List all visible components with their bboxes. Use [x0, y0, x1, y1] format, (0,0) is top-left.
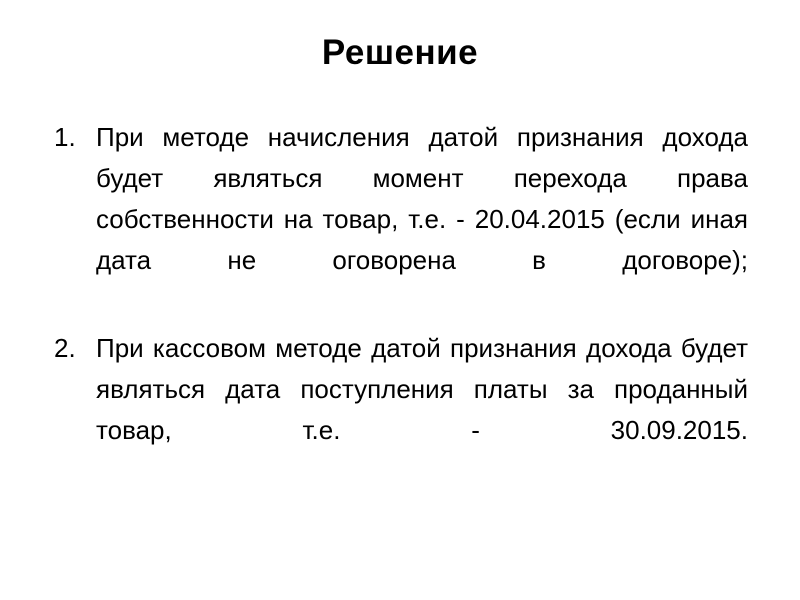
list-item — [52, 328, 748, 492]
list-item-marker: 1. — [54, 121, 76, 152]
list-item-marker: 2. — [54, 332, 76, 363]
page-title: Решение — [321, 33, 479, 72]
numbered-list — [52, 117, 748, 492]
list-item — [52, 117, 748, 322]
list-item-text: При методе начисления датой признания дохода будет являться момент перехода права собственности на товар, т.е. - 20.04.2015 (если иная дата не оговорена в договоре); — [96, 121, 748, 275]
list-item-text: При кассовом методе датой признания дохода будет являться дата поступления платы за проданный товар, т.е. - 30.09.2015. — [96, 332, 748, 445]
